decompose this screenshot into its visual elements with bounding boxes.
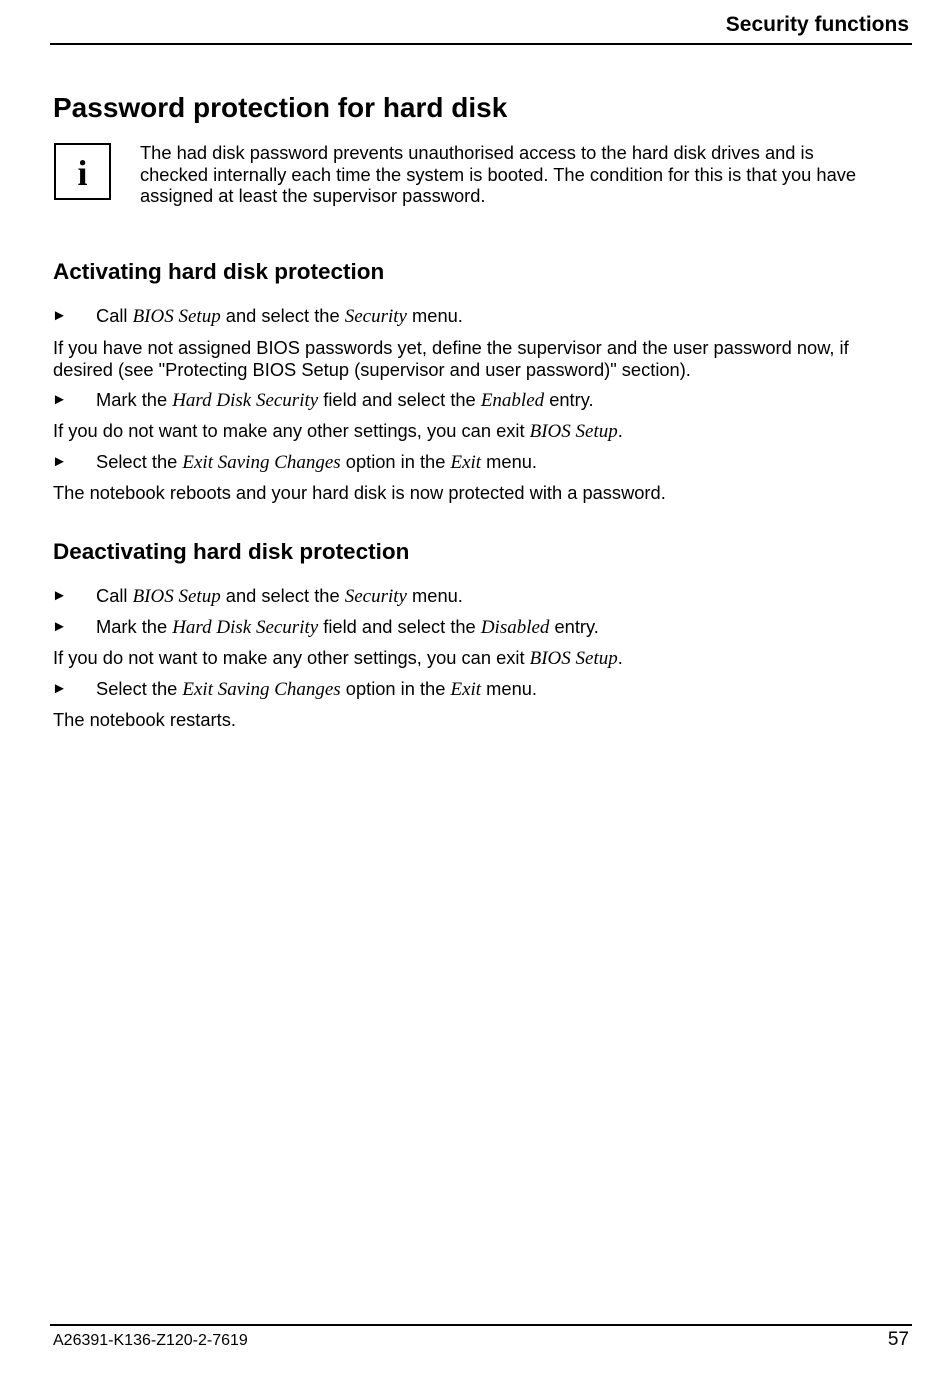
step-text: entry. — [544, 389, 594, 410]
section-title-deactivating: Deactivating hard disk protection — [53, 539, 410, 564]
page-title: Password protection for hard disk — [53, 92, 508, 123]
note-text: If you do not want to make any other settings, you can exit — [53, 420, 530, 441]
bullet-arrow-icon: ► — [52, 391, 67, 408]
info-note-line-3: assigned at least the supervisor password. — [140, 185, 486, 206]
bullet-arrow-icon: ► — [52, 618, 67, 635]
note-text: If you do not want to make any other settings, you can exit — [53, 647, 530, 668]
step-term: Hard Disk Security — [172, 617, 319, 638]
step-text: menu. — [406, 585, 463, 606]
deactivating-step-2 — [96, 616, 910, 639]
step-text: Mark the — [96, 616, 173, 637]
header-divider — [50, 43, 912, 45]
bullet-arrow-icon: ► — [52, 680, 67, 697]
step-text: and select the — [220, 585, 345, 606]
step-text: menu. — [406, 305, 463, 326]
note-term: BIOS Setup — [529, 421, 618, 442]
note-text: . — [617, 420, 623, 441]
step-text: menu. — [481, 451, 537, 472]
deactivating-step-3 — [96, 678, 910, 701]
step-term: BIOS Setup — [132, 306, 221, 327]
activating-note-1 — [53, 337, 910, 380]
activating-step-3 — [96, 451, 910, 474]
info-icon — [54, 143, 111, 200]
page-number: 57 — [887, 1329, 909, 1350]
note-line-1: If you have not assigned BIOS passwords yet, define the supervisor and the user password now, if — [53, 337, 849, 358]
step-term: Exit Saving Changes — [182, 452, 341, 473]
deactivating-note-1 — [53, 647, 910, 670]
step-text: field and select the — [318, 389, 481, 410]
step-term: Exit — [450, 679, 482, 700]
note-text: . — [617, 647, 623, 668]
step-term: Enabled — [480, 390, 545, 411]
step-text: field and select the — [318, 616, 481, 637]
activating-note-2 — [53, 420, 910, 443]
activating-step-2 — [96, 389, 910, 412]
activating-result: The notebook reboots and your hard disk is now protected with a password. — [53, 482, 666, 503]
note-line-2: desired (see "Protecting BIOS Setup (supervisor and user password)" section). — [53, 358, 691, 380]
step-text: option in the — [340, 451, 451, 472]
step-term: Security — [344, 586, 407, 607]
step-text: Mark the — [96, 389, 173, 410]
deactivating-result: The notebook restarts. — [53, 709, 236, 730]
step-text: entry. — [549, 616, 599, 637]
running-header: Security functions — [725, 13, 909, 36]
bullet-arrow-icon: ► — [52, 453, 67, 470]
info-note-line-1: The had disk password prevents unauthorised access to the hard disk drives and is — [140, 142, 814, 163]
step-text: menu. — [481, 678, 537, 699]
activating-step-1 — [96, 305, 910, 328]
info-icon-letter: i — [77, 152, 88, 193]
step-text: Select the — [96, 451, 183, 472]
step-term: Disabled — [480, 617, 550, 638]
info-note-line-2: checked internally each time the system is booted. The condition for this is that you have — [140, 163, 857, 185]
step-term: Security — [344, 306, 407, 327]
step-text: option in the — [340, 678, 451, 699]
step-text: Call — [96, 585, 133, 606]
deactivating-step-1 — [96, 585, 910, 608]
document-number: A26391-K136-Z120-2-7619 — [53, 1332, 248, 1349]
step-text: Select the — [96, 678, 183, 699]
bullet-arrow-icon: ► — [52, 587, 67, 604]
step-term: Exit Saving Changes — [182, 679, 341, 700]
step-term: Hard Disk Security — [172, 390, 319, 411]
section-title-activating: Activating hard disk protection — [53, 259, 385, 284]
bullet-arrow-icon: ► — [52, 307, 67, 324]
info-note — [140, 142, 910, 207]
step-term: Exit — [450, 452, 482, 473]
footer-divider — [50, 1324, 912, 1326]
step-text: and select the — [220, 305, 345, 326]
step-term: BIOS Setup — [132, 586, 221, 607]
note-term: BIOS Setup — [529, 648, 618, 669]
step-text: Call — [96, 305, 133, 326]
